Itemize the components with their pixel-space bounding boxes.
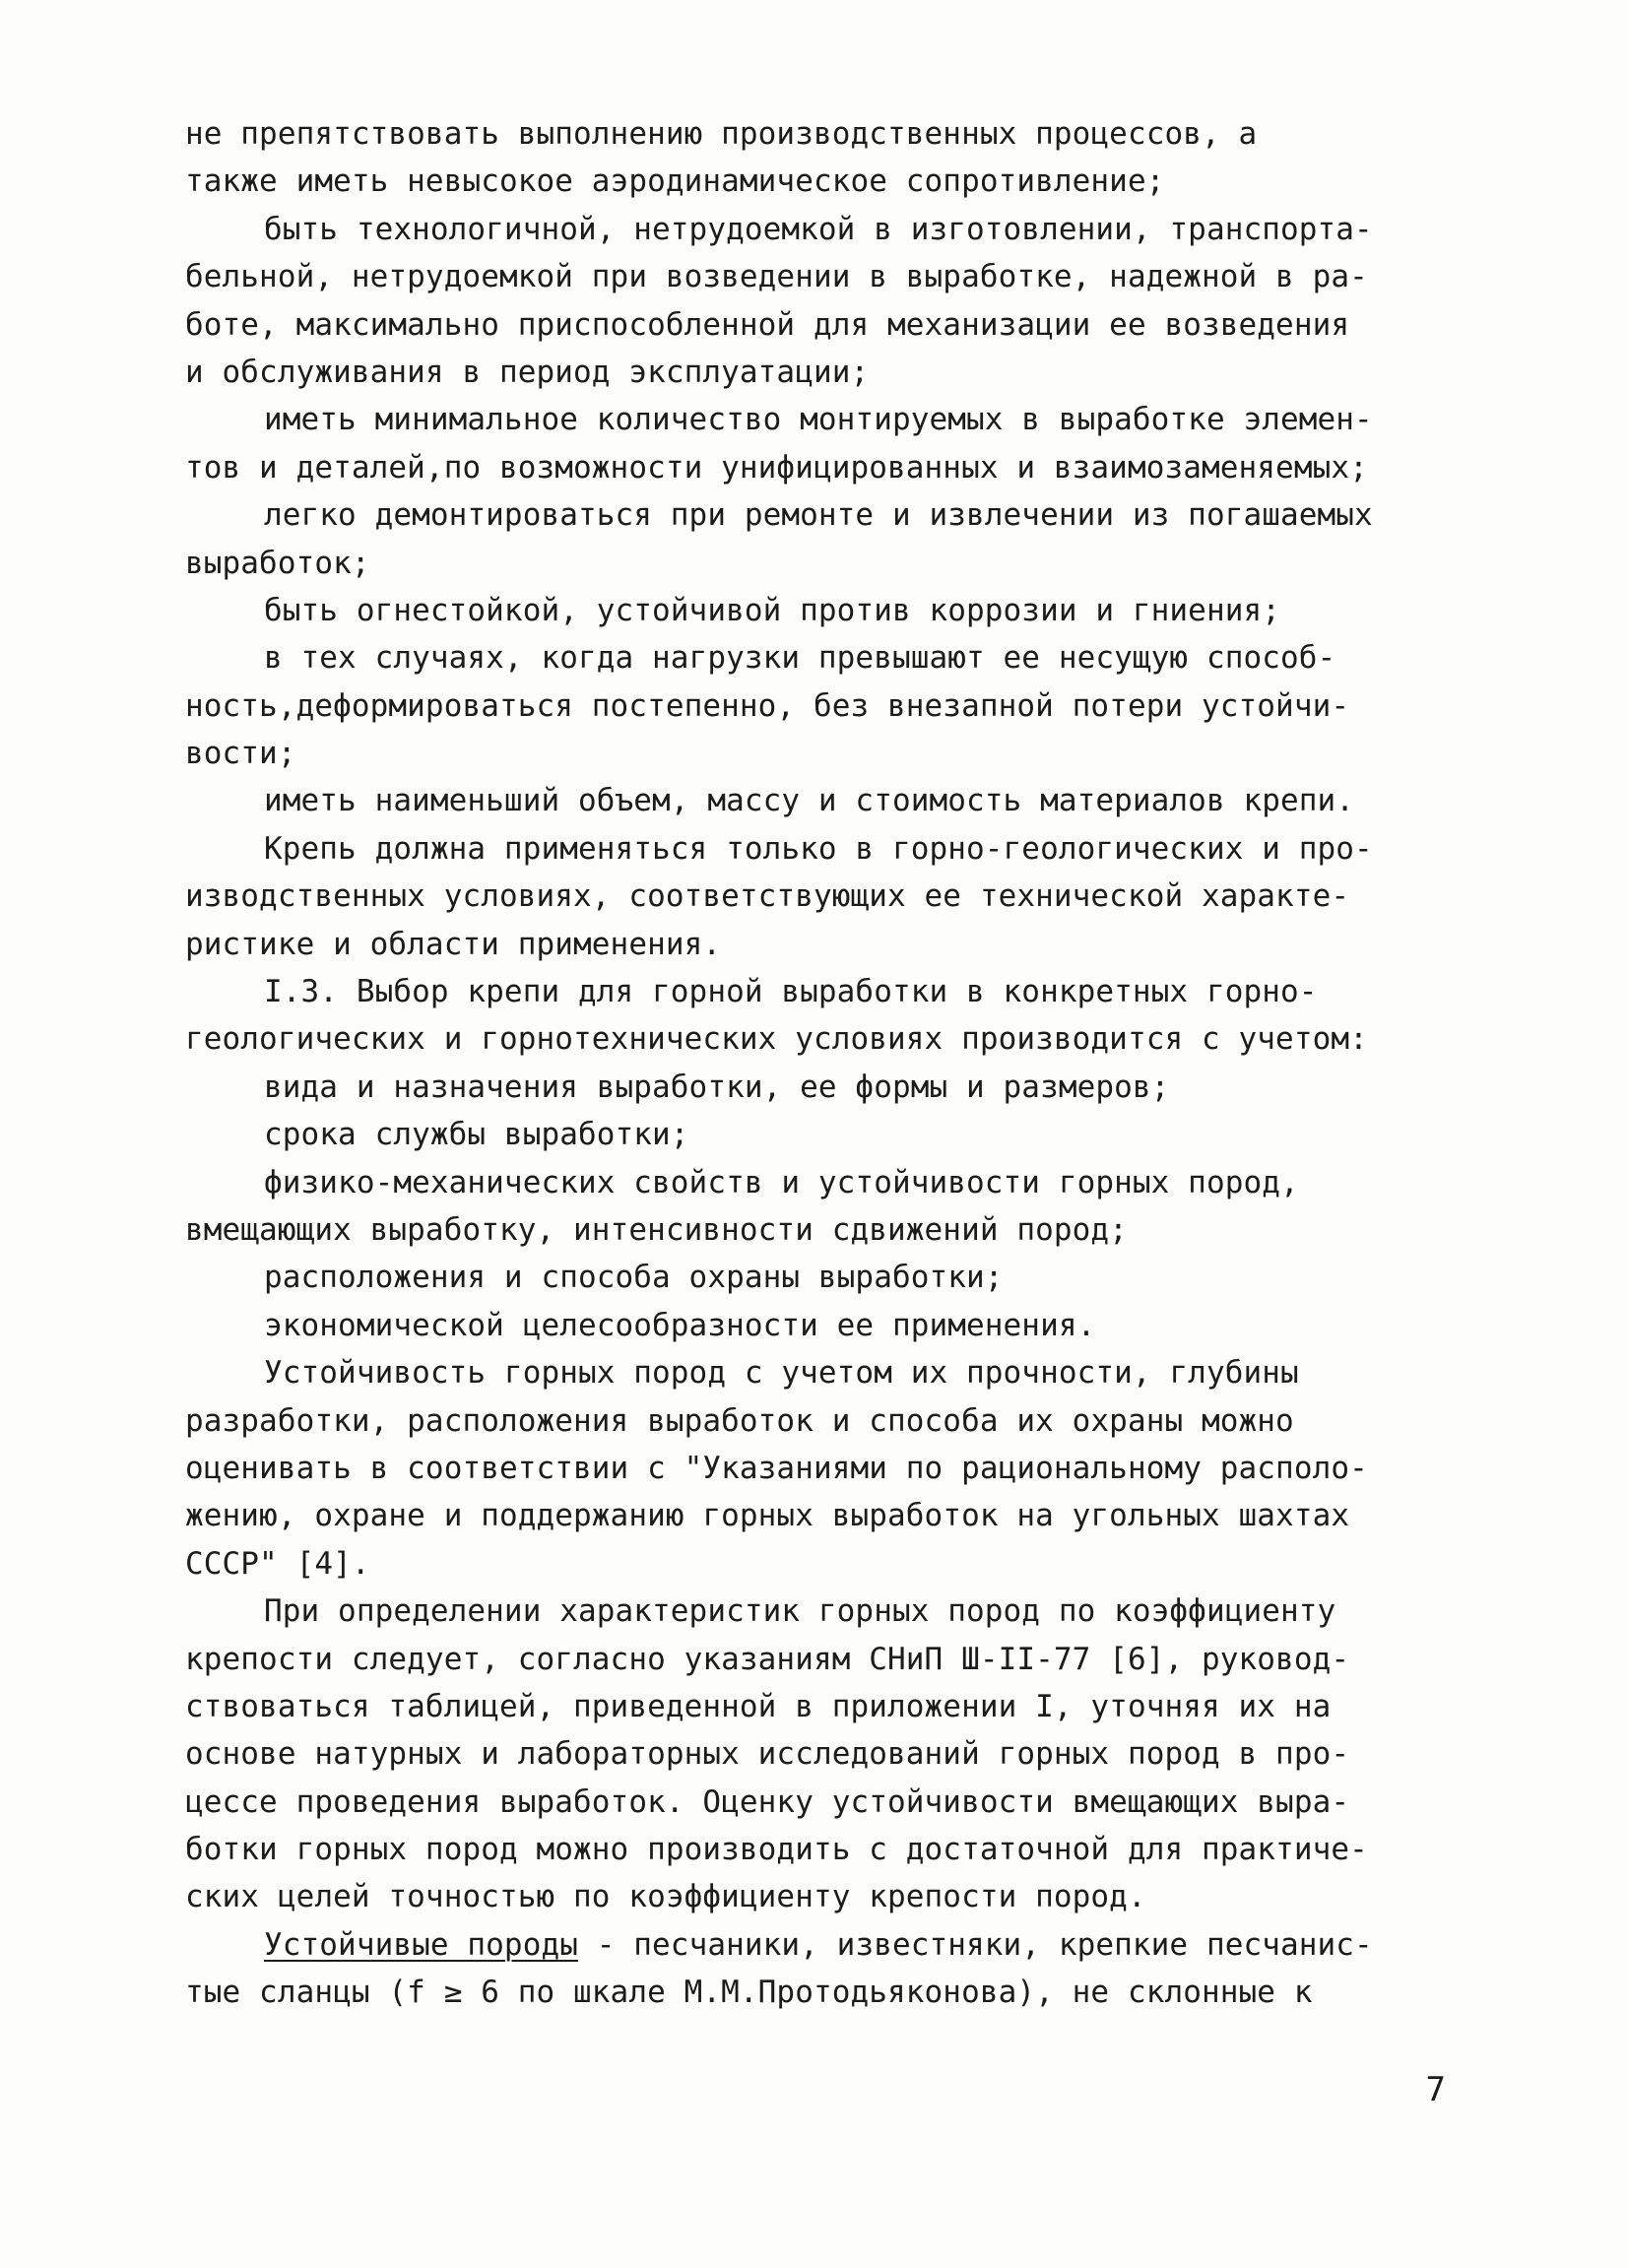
- text-line: разработки, расположения выработок и способа их охраны можно: [185, 1402, 1294, 1439]
- text-line: тов и деталей,по возможности унифицированных и взаимозаменяемых;: [185, 449, 1368, 486]
- text-line: жению, охране и поддержанию горных выработок на угольных шахтах: [185, 1498, 1350, 1534]
- text-line: вмещающих выработку, интенсивности сдвижений пород;: [185, 1211, 1128, 1248]
- text-line: выработок;: [185, 545, 370, 581]
- body-text: [185, 110, 1436, 2017]
- term-definition: - песчаники, известняки, крепкие песчанис-: [577, 1926, 1373, 1963]
- text-line: также иметь невысокое аэродинамическое сопротивление;: [185, 163, 1165, 200]
- text-line: боте, максимально приспособленной для механизации ее возведения: [185, 306, 1350, 343]
- text-line: СССР" [4].: [185, 1545, 370, 1582]
- section-heading-line: I.3. Выбор крепи для горной выработки в конкретных горно-: [264, 974, 1318, 1010]
- text-line: вости;: [185, 736, 296, 772]
- text-line: срока службы выработки;: [264, 1117, 689, 1153]
- text-line: бельной, нетрудоемкой при возведении в выработке, надежной в ра-: [185, 259, 1368, 295]
- text-line: расположения и способа охраны выработки;: [264, 1260, 1004, 1296]
- text-line: ность,деформироваться постепенно, без внезапной потери устойчи-: [185, 687, 1350, 724]
- text-line: изводственных условиях, соответствующих ее технической характе-: [185, 878, 1350, 915]
- text-line: легко демонтироваться при ремонте и извлечении из погашаемых: [264, 497, 1373, 534]
- text-line: основе натурных и лабораторных исследований горных пород в про-: [185, 1736, 1350, 1773]
- page-number: 7: [1425, 2070, 1446, 2109]
- text-line: вида и назначения выработки, ее формы и размеров;: [264, 1069, 1170, 1105]
- text-line: Устойчивость горных пород с учетом их прочности, глубины: [264, 1355, 1299, 1392]
- text-line: тые сланцы (f ≥ 6 по шкале М.М.Протодьяконова), не склонные к: [185, 1975, 1313, 2011]
- text-line: цессе проведения выработок. Оценку устойчивости вмещающих выра-: [185, 1783, 1350, 1820]
- text-line: в тех случаях, когда нагрузки превышают ее несущую способ-: [264, 640, 1336, 677]
- text-line: быть огнестойкой, устойчивой против коррозии и гниения;: [264, 592, 1280, 628]
- text-line: При определении характеристик горных пород по коэффициенту: [264, 1593, 1336, 1630]
- text-line: оценивать в соответствии с "Указаниями по рациональному располо-: [185, 1450, 1368, 1486]
- text-line: иметь наименьший объем, массу и стоимость материалов крепи.: [264, 783, 1355, 819]
- text-line: крепости следует, согласно указаниям СНиП Ш-II-77 [6], руковод-: [185, 1641, 1350, 1677]
- text-line: [185, 1921, 1436, 1969]
- text-line: быть технологичной, нетрудоемкой в изготовлении, транспорта-: [264, 211, 1373, 247]
- text-line: физико-механических свойств и устойчивости горных пород,: [264, 1164, 1299, 1200]
- underlined-term: Устойчивые породы: [264, 1926, 578, 1963]
- text-line: иметь минимальное количество монтируемых в выработке элемен-: [264, 402, 1373, 438]
- text-line: не препятствовать выполнению производственных процессов, а: [185, 116, 1258, 152]
- text-line: экономической целесообразности ее применения.: [264, 1307, 1096, 1343]
- text-line: ристике и области применения.: [185, 926, 722, 962]
- text-line: и обслуживания в период эксплуатации;: [185, 354, 870, 390]
- text-line: ских целей точностью по коэффициенту крепости пород.: [185, 1879, 1146, 1915]
- text-line: Крепь должна применяться только в горно-геологических и про-: [264, 830, 1373, 867]
- text-line: ботки горных пород можно производить с достаточной для практиче-: [185, 1832, 1368, 1868]
- text-line: геологических и горнотехнических условиях производится с учетом:: [185, 1021, 1368, 1058]
- text-line: ствоваться таблицей, приведенной в приложении I, уточняя их на: [185, 1688, 1332, 1724]
